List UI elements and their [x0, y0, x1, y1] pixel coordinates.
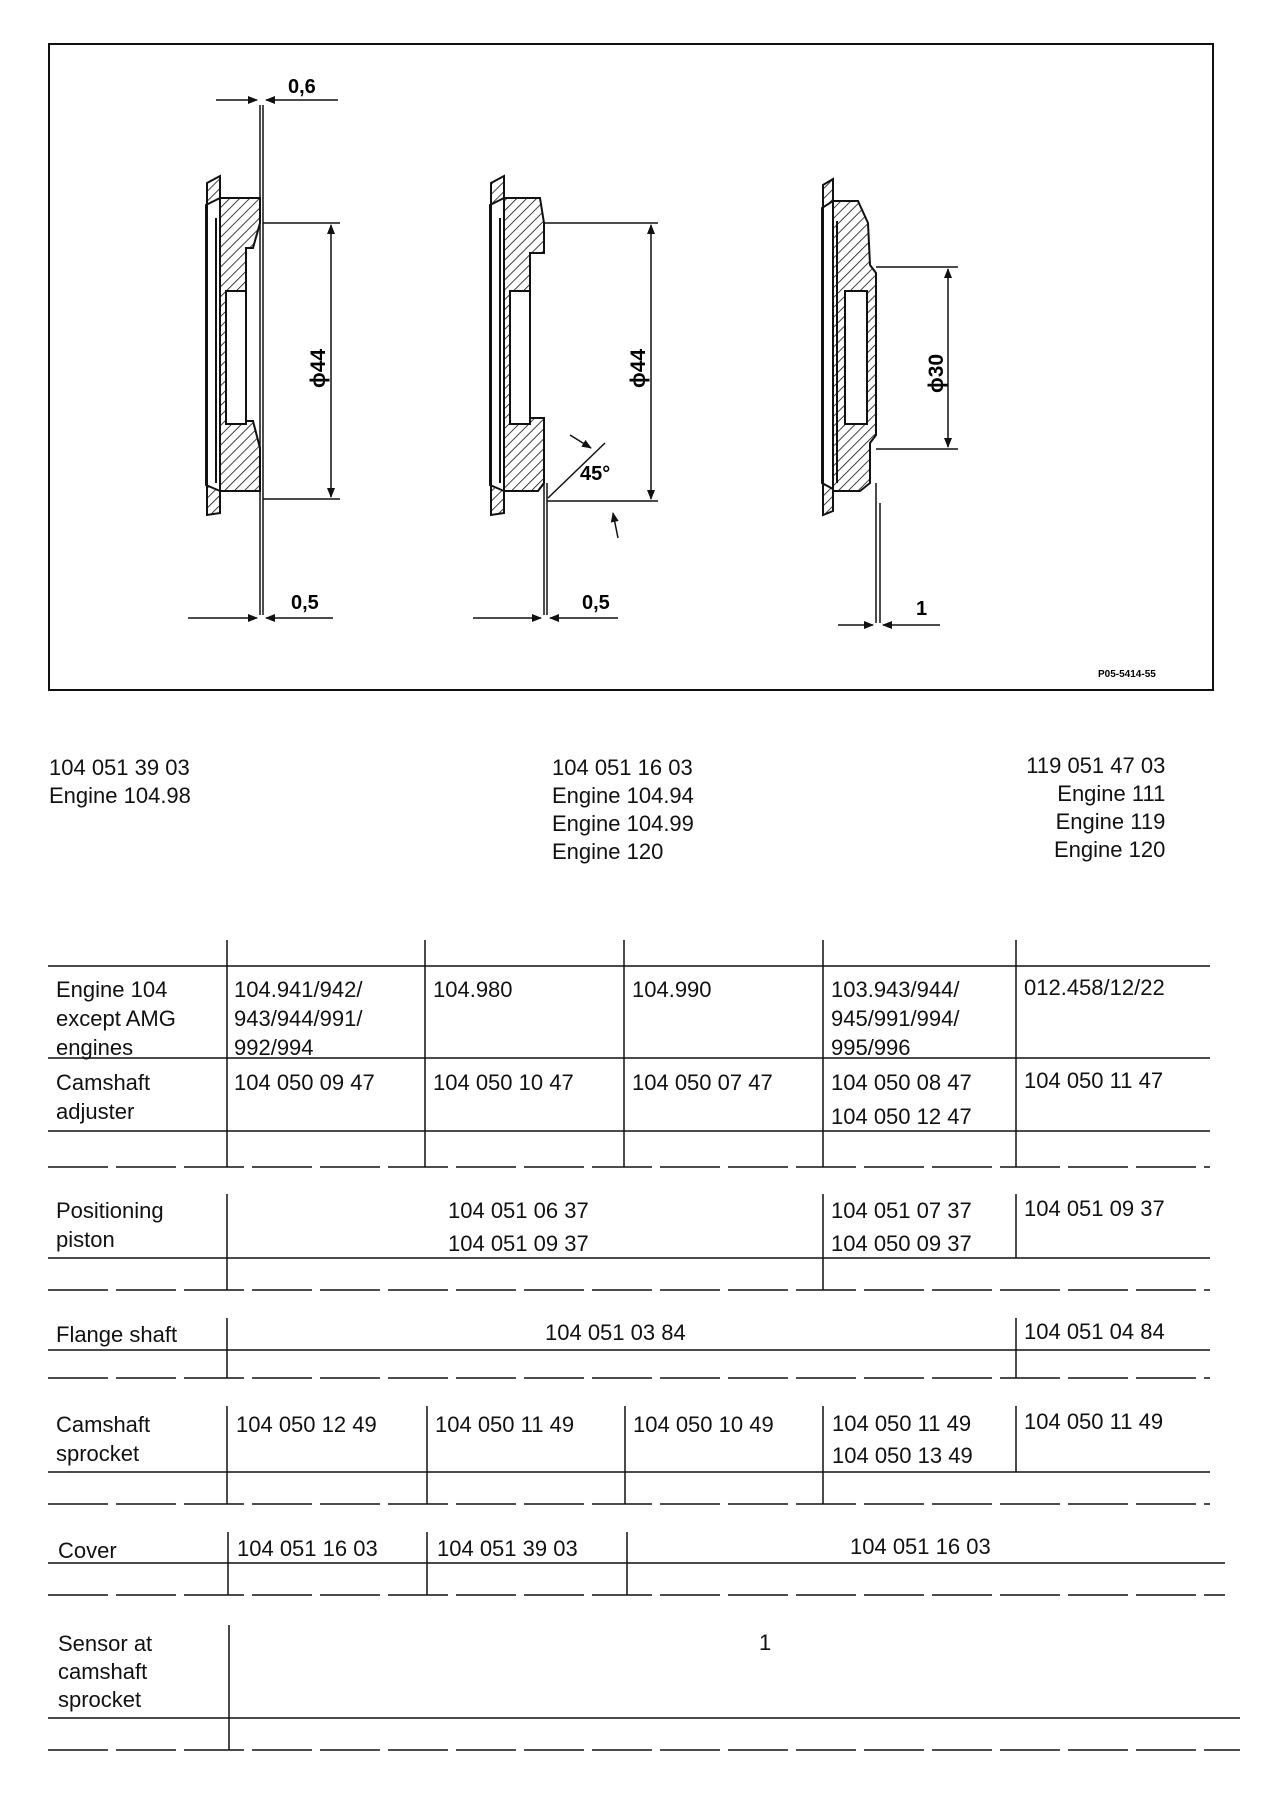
caption-engine: Engine 111 — [1057, 781, 1166, 806]
diameter-label: ϕ44 — [627, 348, 650, 388]
caption-engine: Engine 104.94 — [552, 783, 694, 808]
row-label-flange-shaft: Flange shaft — [56, 1322, 178, 1347]
table-cell: 104 050 10 47 — [433, 1070, 574, 1095]
table-cell: 104 050 11 47 — [1024, 1068, 1164, 1093]
dimension-label: 0,5 — [291, 592, 319, 614]
caption-part-number: 104 051 39 03 — [49, 755, 190, 780]
dimension-label: 0,6 — [288, 76, 316, 98]
table-cell: 104 051 04 84 — [1024, 1319, 1165, 1344]
table-cell: 104 051 09 37 — [1024, 1196, 1165, 1221]
caption-part-number: 119 051 47 03 — [1026, 753, 1166, 778]
table-cell: 104 050 11 49 — [435, 1412, 575, 1437]
dimension-label: 1 — [916, 598, 928, 620]
row-label-sensor: Sensor at camshaft sprocket — [58, 1631, 153, 1712]
table-cell: 104 051 06 37 104 051 09 37 — [448, 1198, 589, 1256]
row-label-camshaft-adjuster: Camshaft adjuster — [56, 1070, 151, 1124]
caption-engine: Engine 120 — [552, 839, 664, 864]
diameter-label: ϕ30 — [925, 353, 948, 393]
table-cell: 104 051 39 03 — [437, 1536, 578, 1561]
diameter-label: ϕ44 — [307, 348, 330, 388]
table-cell: 104 050 11 49 — [1024, 1409, 1164, 1434]
angle-label: 45° — [580, 463, 611, 485]
table-cell: 104.941/942/ 943/944/991/ 992/994 — [234, 977, 363, 1060]
caption-engine: Engine 119 — [1055, 809, 1166, 834]
table-cell: 104 050 09 47 — [234, 1070, 375, 1095]
table-cell: 104.980 — [433, 977, 513, 1002]
table-cell: 103.943/944/ 945/991/994/ 995/996 — [831, 977, 960, 1060]
table-cell: 104 050 11 49 104 050 13 49 — [832, 1411, 973, 1468]
caption-part-number: 104 051 16 03 — [552, 755, 693, 780]
figure-code: P05-5414-55 — [1098, 669, 1156, 680]
table-cell: 104 050 08 47 104 050 12 47 — [831, 1070, 972, 1129]
table-cell: 104 051 16 03 — [850, 1534, 991, 1559]
table-cell: 1 — [759, 1630, 772, 1655]
row-label-positioning-piston: Positioning piston — [56, 1198, 164, 1252]
caption-engine: Engine 120 — [1054, 837, 1166, 862]
caption-engine: Engine 104.98 — [49, 783, 191, 808]
table-cell: 104 050 12 49 — [236, 1412, 377, 1437]
row-label-cover: Cover — [58, 1538, 117, 1563]
table-cell: 104 051 16 03 — [237, 1536, 378, 1561]
table-cell: 104 051 07 37 104 050 09 37 — [831, 1198, 972, 1256]
table-cell: 104 050 10 49 — [633, 1412, 774, 1437]
row-label-camshaft-sprocket: Camshaft sprocket — [56, 1412, 151, 1466]
table-cell: 104.990 — [632, 977, 712, 1002]
dimension-label: 0,5 — [582, 592, 610, 614]
caption-engine: Engine 104.99 — [552, 811, 694, 836]
table-cell: 104 051 03 84 — [545, 1320, 686, 1345]
row-label-engine: Engine 104 except AMG engines — [56, 977, 176, 1060]
table-cell: 104 050 07 47 — [632, 1070, 773, 1095]
table-cell: 012.458/12/22 — [1024, 975, 1165, 1000]
